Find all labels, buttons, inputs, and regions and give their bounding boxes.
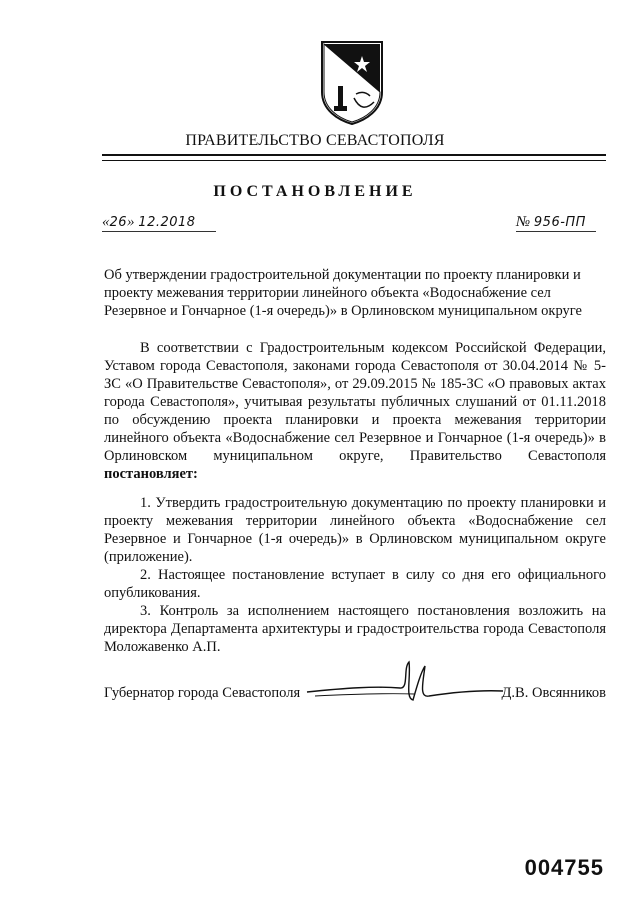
signer-position: Губернатор города Севастополя bbox=[104, 685, 301, 701]
organization-name: ПРАВИТЕЛЬСТВО СЕВАСТОПОЛЯ bbox=[185, 132, 445, 149]
number-value: 956-ПП bbox=[533, 215, 586, 230]
header-divider bbox=[102, 154, 606, 161]
date-open-quote: « bbox=[102, 214, 110, 230]
sevastopol-coat-of-arms-emblem bbox=[318, 40, 386, 126]
resolution-word: постановляет: bbox=[104, 466, 198, 482]
resolution-item: 1. Утвердить градостроительную документацию по проекту планировки и проекту межевания территории линейного объекта «Водоснабжение сел Резервное и Гончарное (1-я очередь)» в Орлиновском муниципальном округе (приложение). bbox=[104, 495, 606, 565]
preamble-text: В соответствии с Градостроительным кодексом Российской Федерации, Уставом города Севастополя, законами города Севастополя от 30.04.2014 № 5-ЗС «О Правительстве Севастополя», от 29.09.2015 № 185-ЗС «О правовых актах города Севастополя», учитывая результаты публичных слушаний от 01.11.2018 по обсуждению проекта планировки и проекта межевания территории линейного объекта «Водоснабжение сел Резервное и Гончарное (1-я очередь)» в Орлиновском муниципальном округе, Правительство Севастополя bbox=[104, 340, 606, 464]
document-type-heading: ПОСТАНОВЛЕНИЕ bbox=[213, 183, 417, 200]
handwritten-signature bbox=[305, 658, 505, 708]
preamble-paragraph bbox=[104, 339, 606, 483]
resolution-items bbox=[104, 494, 606, 656]
resolution-item: 2. Настоящее постановление вступает в силу со дня его официального опубликования. bbox=[104, 567, 606, 601]
date-month-year: 12.2018 bbox=[138, 215, 196, 230]
document-date bbox=[102, 214, 216, 232]
signer-name: Д.В. Овсянников bbox=[501, 685, 606, 701]
registration-number: 004755 bbox=[524, 855, 604, 880]
resolution-item: 3. Контроль за исполнением настоящего постановления возложить на директора Департамента архитектуры и градостроительства города Севастополя Моложавенко А.П. bbox=[104, 603, 606, 655]
date-close-quote: » bbox=[127, 214, 135, 230]
document-title: Об утверждении градостроительной документации по проекту планировки и проекту межевания территории линейного объекта «Водоснабжение сел Резервное и Гончарное (1-я очередь)» в Орлиновском муниципальном округе bbox=[104, 267, 582, 319]
document-number bbox=[516, 214, 596, 232]
date-day: 26 bbox=[109, 215, 128, 230]
number-prefix: № bbox=[516, 214, 531, 230]
